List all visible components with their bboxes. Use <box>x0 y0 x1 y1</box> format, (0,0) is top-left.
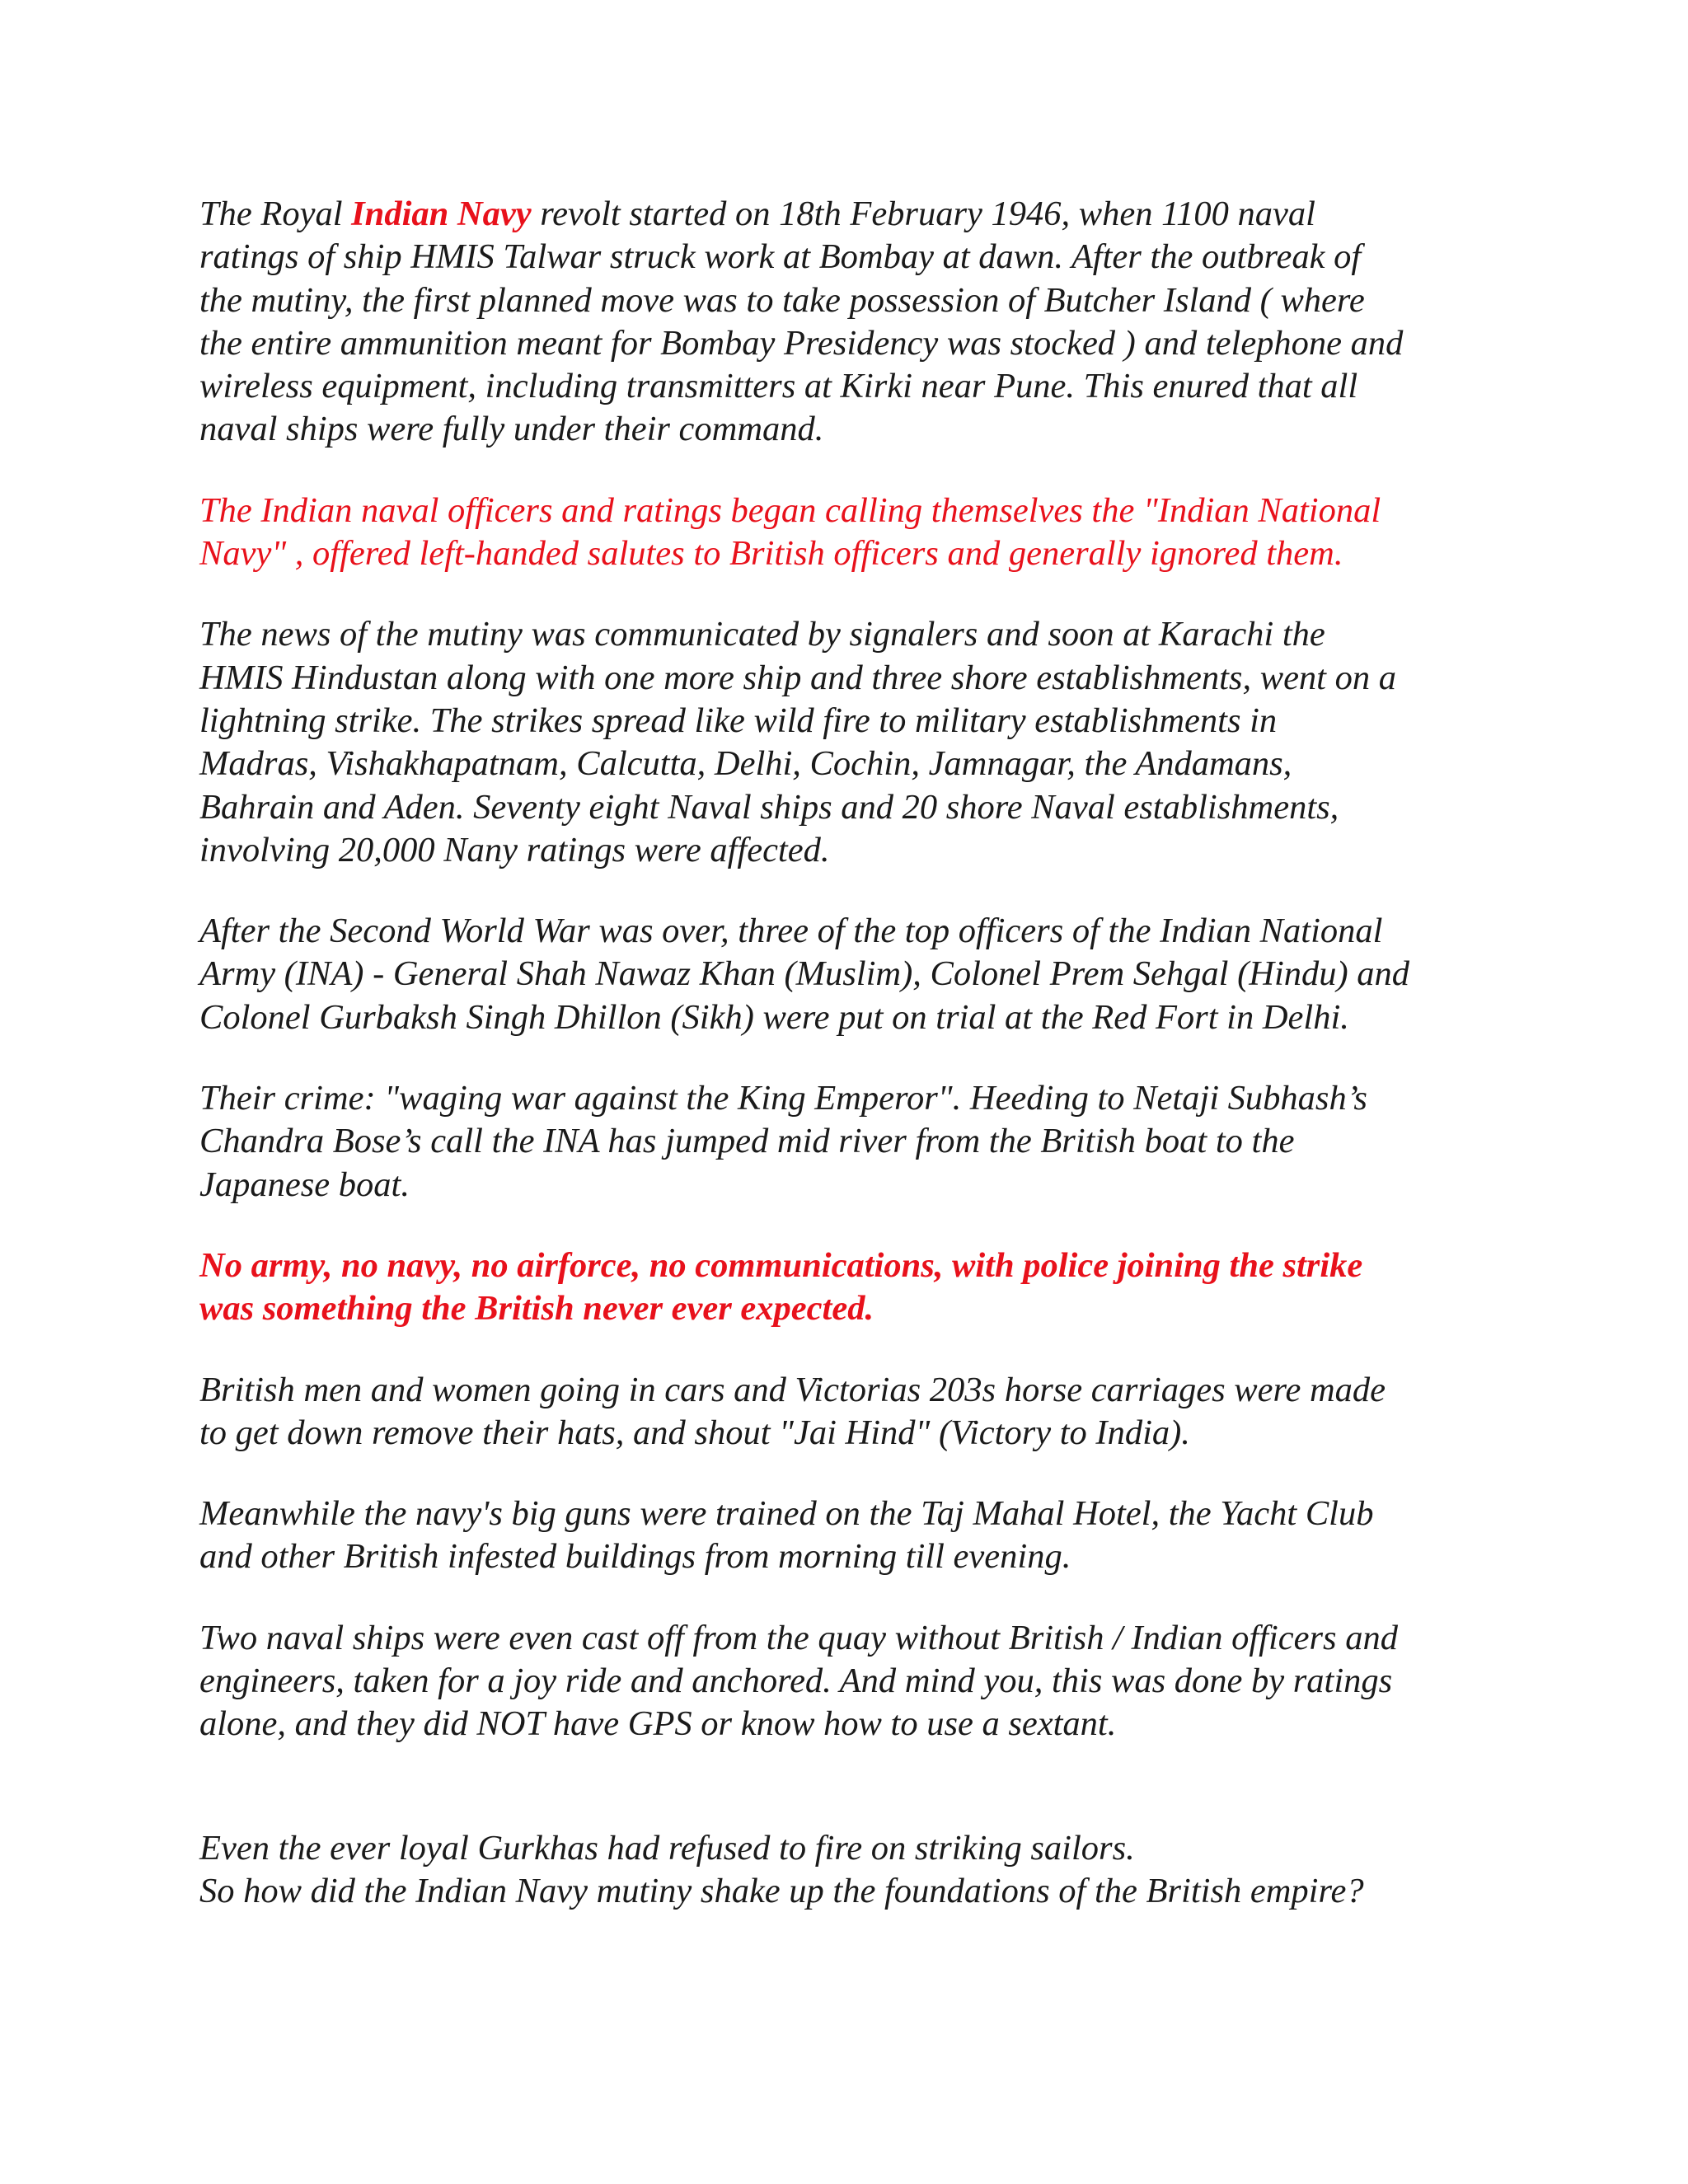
text-line: the entire ammunition meant for Bombay Presidency was stocked ) and telephone and <box>199 323 1404 363</box>
paragraph-indian-national-navy <box>199 490 1518 576</box>
text-line: was something the British never ever expected. <box>199 1289 874 1329</box>
text-line: to get down remove their hats, and shout "Jai Hind" (Victory to India). <box>199 1413 1190 1452</box>
text-line: Colonel Gurbaksh Singh Dhillon (Sikh) were put on trial at the Red Fort in Delhi. <box>199 997 1349 1037</box>
text-line <box>199 193 1518 236</box>
text-line: Chandra Bose’s call the INA has jumped mid river from the British boat to the <box>199 1122 1295 1161</box>
paragraph-revolt-start <box>199 193 1518 452</box>
text-line: So how did the Indian Navy mutiny shake up the foundations of the British empire? <box>199 1871 1364 1910</box>
text-line: The Indian naval officers and ratings began calling themselves the "Indian National <box>199 490 1381 530</box>
text-line: Madras, Vishakhapatnam, Calcutta, Delhi, Cochin, Jamnagar, the Andamans, <box>199 744 1292 784</box>
text-line: No army, no navy, no airforce, no communications, with police joining the strike <box>199 1245 1363 1285</box>
paragraph-jai-hind <box>199 1369 1518 1455</box>
text-line: alone, and they did NOT have GPS or know how to use a sextant. <box>199 1704 1117 1744</box>
paragraph-big-guns <box>199 1493 1518 1579</box>
paragraph-ina-trial <box>199 910 1518 1039</box>
text-line: ratings of ship HMIS Talwar struck work at Bombay at dawn. After the outbreak of <box>199 237 1362 277</box>
text-line: After the Second World War was over, three of the top officers of the Indian National <box>199 912 1383 951</box>
text-line: HMIS Hindustan along with one more ship and three shore establishments, went on a <box>199 658 1396 697</box>
text-line: Meanwhile the navy's big guns were trained on the Taj Mahal Hotel, the Yacht Club <box>199 1494 1374 1534</box>
blank-spacer <box>199 1784 1518 1827</box>
text-line: involving 20,000 Nany ratings were affected. <box>199 830 830 869</box>
text-line: Army (INA) - General Shah Nawaz Khan (Muslim), Colonel Prem Sehgal (Hindu) and <box>199 954 1410 994</box>
text-line: The news of the mutiny was communicated by signalers and soon at Karachi the <box>199 615 1325 654</box>
text-run: The Royal <box>199 194 352 233</box>
text-line: wireless equipment, including transmitters at Kirki near Pune. This enured that all <box>199 367 1358 406</box>
highlight-indian-navy: Indian Navy <box>351 194 532 233</box>
text-run: revolt started on 18th February 1946, when 1100 naval <box>531 194 1315 233</box>
text-line: and other British infested buildings from morning till evening. <box>199 1537 1071 1577</box>
paragraph-news-spread <box>199 613 1518 872</box>
text-line: Navy" , offered left-handed salutes to British officers and generally ignored them. <box>199 534 1343 574</box>
paragraph-no-army-no-navy <box>199 1244 1518 1331</box>
text-line: Their crime: "waging war against the King Emperor". Heeding to Netaji Subhash’s <box>199 1079 1367 1118</box>
text-line: Even the ever loyal Gurkhas had refused to fire on striking sailors. <box>199 1828 1135 1868</box>
paragraph-their-crime <box>199 1077 1518 1207</box>
text-line: naval ships were fully under their command. <box>199 410 824 449</box>
text-line: British men and women going in cars and Victorias 203s horse carriages were made <box>199 1370 1386 1409</box>
text-line: Bahrain and Aden. Seventy eight Naval ships and 20 shore Naval establishments, <box>199 787 1339 827</box>
text-line: Japanese boat. <box>199 1165 410 1204</box>
paragraph-gurkhas <box>199 1827 1518 1914</box>
paragraph-naval-ships-joyride <box>199 1617 1518 1746</box>
text-line: lightning strike. The strikes spread like wild fire to military establishments in <box>199 701 1278 740</box>
text-line: engineers, taken for a joy ride and anchored. And mind you, this was done by ratings <box>199 1661 1393 1701</box>
document-page <box>199 193 1518 1951</box>
text-line: the mutiny, the first planned move was to take possession of Butcher Island ( where <box>199 280 1365 320</box>
text-line: Two naval ships were even cast off from the quay without British / Indian officers and <box>199 1618 1398 1657</box>
